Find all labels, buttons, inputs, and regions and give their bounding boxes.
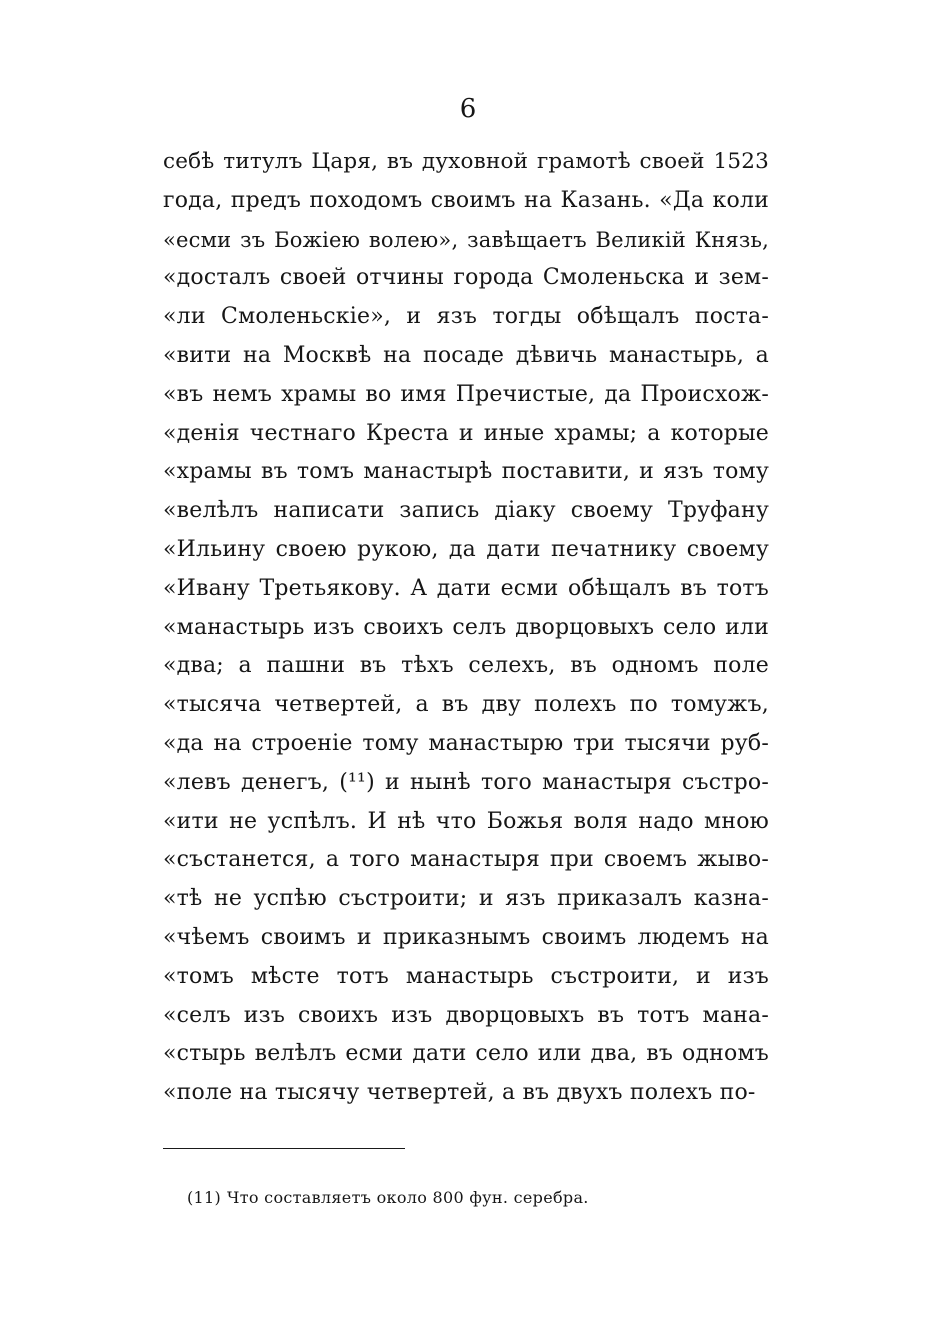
text-line: «чѣемъ своимъ и приказнымъ своимъ людемъ на <box>163 924 769 950</box>
text-line: «да на строеніе тому манастырю три тысячи руб- <box>163 730 769 756</box>
text-line: «есми зъ Божіею волею», завѣщаетъ Великій Князь, <box>163 227 769 252</box>
text-line: «ли Смоленьскіе», и язъ тогды обѣщалъ поста- <box>163 304 769 330</box>
text-line: «велѣлъ написати запись діаку своему Труфану <box>163 498 769 524</box>
text-line: «денія честнаго Креста и иные храмы; а которые <box>163 420 769 446</box>
text-line: «стырь велѣлъ есми дати село или два, въ одномъ <box>163 1041 769 1067</box>
text-line: «два; а пашни въ тѣхъ селехъ, въ одномъ поле <box>163 653 769 679</box>
text-line: «храмы въ томъ манастырѣ поставити, и язъ тому <box>163 459 769 485</box>
text-line: «левъ денегъ, (¹¹) и нынѣ того манастыря състро- <box>163 769 769 795</box>
text-line: «селъ изъ своихъ изъ дворцовыхъ въ тотъ мана- <box>163 1002 769 1028</box>
text-line: «състанется, а того манастыря при своемъ жыво- <box>163 847 769 873</box>
text-line: «Ивану Третьякову. А дати есми обѣщалъ въ тотъ <box>163 575 769 601</box>
text-line: «манастырь изъ своихъ селъ дворцовыхъ село или <box>163 614 769 640</box>
text-line: «поле на тысячу четвертей, а въ двухъ полехъ по- <box>163 1080 756 1106</box>
footnote-marker: (11) <box>187 1188 222 1207</box>
text-line: «ити не успѣлъ. И нѣ что Божья воля надо мною <box>163 808 769 834</box>
text-line: «тысяча четвертей, а въ дву полехъ по томужъ, <box>163 692 769 718</box>
text-line: «тѣ не успѣю състроити; и язъ приказалъ казна- <box>163 886 769 912</box>
text-line: «досталъ своей отчины города Смоленьска и зем- <box>163 265 769 291</box>
text-line: себѣ титулъ Царя, въ духовной грамотѣ своей 1523 <box>163 149 769 174</box>
footnote <box>187 1186 589 1210</box>
footnote-text: Что составляетъ около 800 фун. серебра. <box>227 1188 589 1207</box>
text-line: «Ильину своею рукою, да дати печатнику своему <box>163 536 769 562</box>
page-number: 6 <box>459 94 477 124</box>
text-line: года, предъ походомъ своимъ на Казань. «Да коли <box>163 187 769 213</box>
text-line: «въ немъ храмы во имя Пречистые, да Происхож- <box>163 381 769 407</box>
footnote-divider <box>163 1148 405 1149</box>
text-line: «вити на Москвѣ на посаде дѣвичь манастырь, а <box>163 342 769 368</box>
text-line: «томъ мѣсте тотъ манастырь състроити, и изъ <box>163 963 769 989</box>
body-text <box>163 143 769 1113</box>
